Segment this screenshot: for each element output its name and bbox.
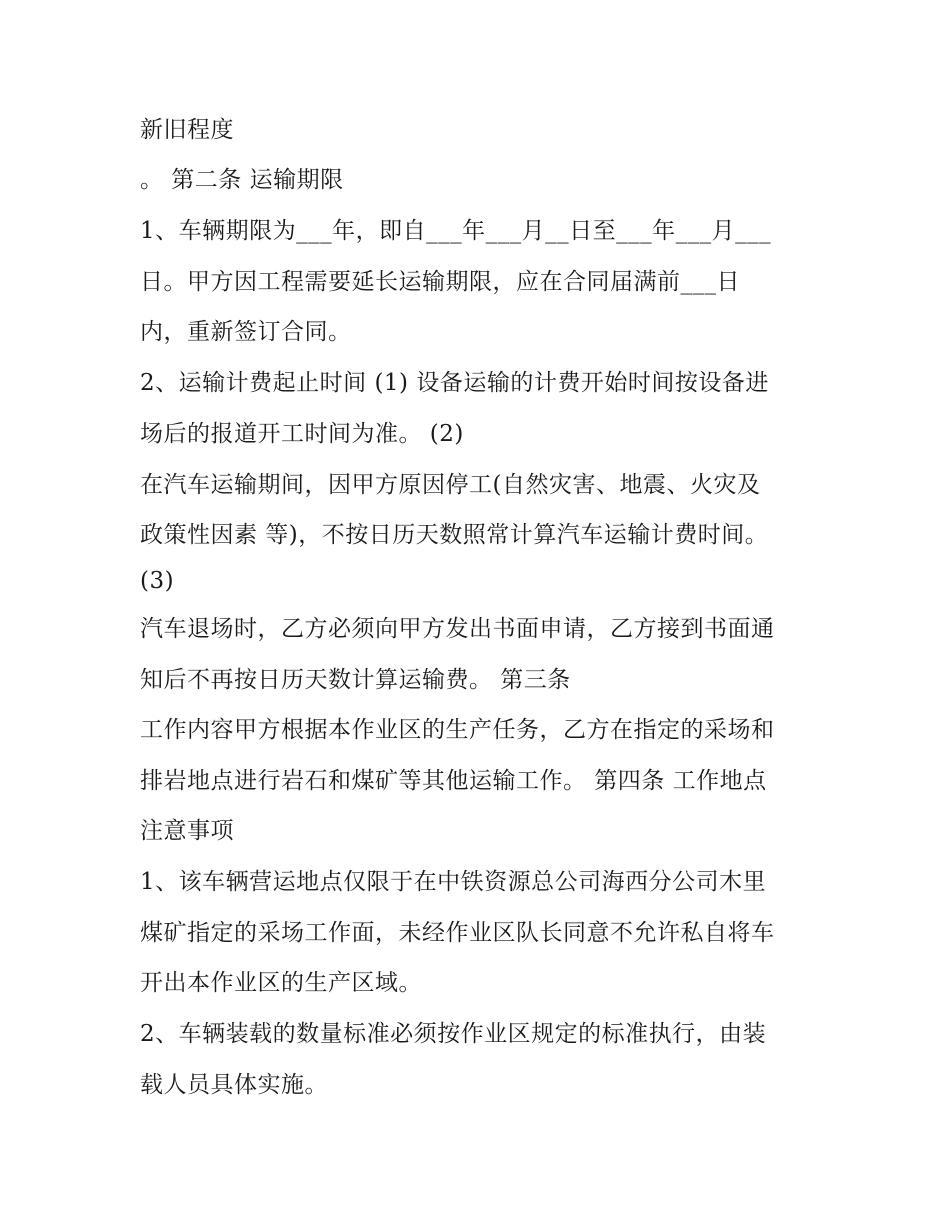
text-line: 在汽车运输期间，因甲方原因停工(自然灾害、地震、火灾及 xyxy=(140,472,761,498)
text-line: 新旧程度 xyxy=(140,117,234,143)
text-line: 注意事项 xyxy=(140,818,234,844)
text-line: 。 第二条 运输期限 xyxy=(140,167,344,193)
text-line: 1、车辆期限为___年，即自___年___月__日至___年___月___ xyxy=(140,218,772,244)
text-line: 开出本作业区的生产区域。 xyxy=(140,970,422,996)
text-line: 2、车辆装载的数量标准必须按作业区规定的标准执行，由装 xyxy=(140,1021,767,1047)
text-line: 排岩地点进行岩石和煤矿等其他运输工作。 第四条 工作地点 xyxy=(140,768,767,794)
text-line: (3) xyxy=(140,568,175,594)
text-line: 日。甲方因工程需要延长运输期限，应在合同届满前___日 xyxy=(140,269,740,295)
text-line: 2、运输计费起止时间 (1) 设备运输的计费开始时间按设备进 xyxy=(140,370,769,396)
text-line: 载人员具体实施。 xyxy=(140,1072,328,1098)
text-line: 汽车退场时，乙方必须向甲方发出书面申请，乙方接到书面通 xyxy=(140,616,775,642)
text-line: 政策性因素 等)，不按日历天数照常计算汽车运输计费时间。 xyxy=(140,522,769,548)
text-line: 1、该车辆营运地点仅限于在中铁资源总公司海西分公司木里 xyxy=(140,869,767,895)
text-line: 工作内容甲方根据本作业区的生产任务，乙方在指定的采场和 xyxy=(140,717,775,743)
text-line: 煤矿指定的采场工作面，未经作业区队长同意不允许私自将车 xyxy=(140,920,775,946)
text-line: 知后不再按日历天数计算运输费。 第三条 xyxy=(140,667,571,693)
text-line: 场后的报道开工时间为准。 (2) xyxy=(140,421,464,447)
text-line: 内，重新签订合同。 xyxy=(140,319,352,345)
